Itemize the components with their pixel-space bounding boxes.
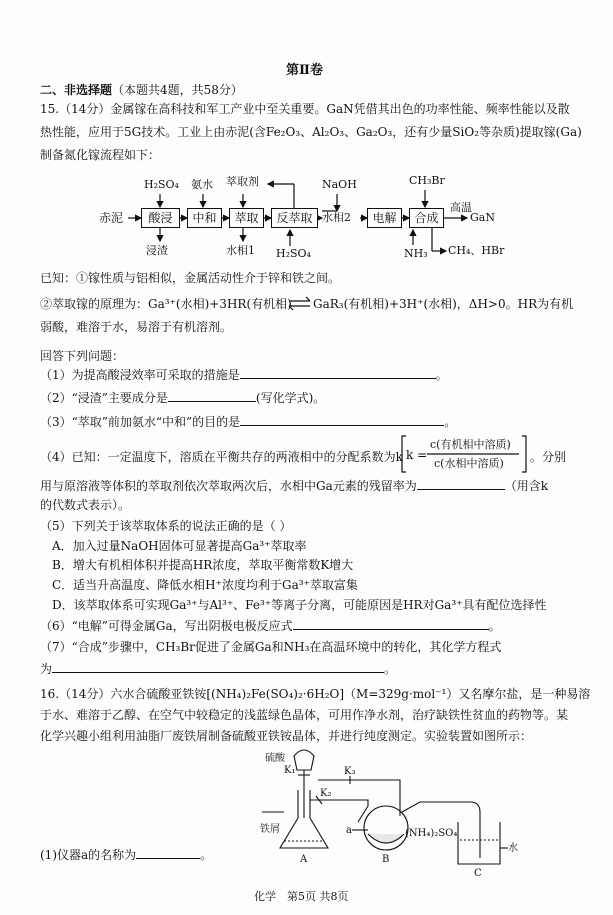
flow-input-h2so4: H₂SO₄: [144, 178, 179, 191]
flow-output-leach-residue: 浸渣: [146, 244, 168, 257]
q15-k-numerator: c(有机相中溶质): [430, 438, 511, 451]
flow-input-naoh: NaOH: [322, 178, 357, 191]
q15-option-a: A．加入过量NaOH固体可显著提高Ga³⁺萃取率: [52, 539, 307, 553]
q15-known-1: 已知：①镓性质与铝相似，金属活动性介于锌和铁之间。: [40, 271, 341, 285]
q15-sub-4c-text: 用与原溶液等体积的萃取剂依次萃取两次后，水相中Ga元素的残留率为: [40, 479, 417, 493]
flow-input-ch3br: CH₃Br: [409, 174, 445, 187]
label-k2: K₂: [320, 788, 332, 799]
q15-sub-7b: 为 。: [40, 662, 397, 676]
q15-known-2a: ②萃取镓的原理为：Ga³⁺(水相)+3HR(有机相): [40, 297, 292, 311]
q15-sub-4b: 。分别: [530, 450, 567, 464]
label-k1: K₁: [284, 765, 296, 776]
q15-sub-3-text: （3）“萃取”前加氨水“中和”的目的是: [40, 415, 241, 429]
flow-box-neutralize: 中和: [187, 208, 222, 228]
q16-line2: 于水、难溶于乙醇、在空气中较稳定的浅蓝绿色晶体，可用作净水剂，治疗缺铁性贫血的药物等。某: [40, 708, 569, 722]
q15-k-symbol: k =: [406, 448, 428, 462]
q15-known-2b: GaR₃(有机相)+3H⁺(水相)，ΔH>0。HR为有机: [313, 297, 574, 311]
label-instrument-a: a: [346, 825, 352, 836]
q15-option-d: D．该萃取体系可实现Ga³⁺与Al³⁺、Fe³⁺等离子分离，可能原因是HR对Ga³⁺具有配位选择性: [52, 598, 547, 612]
flow-condition-high-temp: 高温: [450, 201, 472, 214]
q15-intro-line1: 15.（14分）金属镓在高科技和军工产业中至关重要。GaN凭借其出色的功率性能、频率性能以及散: [40, 102, 570, 116]
q15-sub-7a: （7）“合成”步骤中，CH₃Br促进了金属Ga和NH₃在高温环境中的转化，其化学方程式: [40, 640, 502, 654]
q15-sub-4e: 的代数式表示）。: [40, 498, 131, 512]
q15-known-2c: 弱酸，难溶于水，易溶于有机溶剂。: [40, 320, 233, 334]
q15-sub-7b-text: 为: [40, 662, 53, 676]
q15-sub-1-text: （1）为提高酸浸效率可采取的措施是: [40, 368, 240, 382]
label-apparatus-b: B: [382, 854, 390, 865]
label-sulfuric-acid: 硫酸: [265, 753, 285, 764]
section-note: （本题共4题，共58分）: [112, 83, 243, 97]
page-footer: 化学 第5页 共8页: [254, 890, 349, 903]
flow-output-ch4-hbr: CH₄、HBr: [448, 244, 505, 257]
flow-input-ammonia: 氨水: [191, 178, 213, 191]
q16-line3: 化学兴趣小组利用油脂厂废铁屑制备硫酸亚铁铵晶体，并进行纯度测定。实验装置如图所示：: [40, 729, 533, 743]
q16-sub-1: (1)仪器a的名称为 。: [40, 848, 213, 862]
flow-product-gan: GaN: [470, 211, 495, 224]
answer-blank-16-1[interactable]: [136, 846, 200, 859]
q15-sub-1: （1）为提高酸浸效率可采取的措施是 。: [40, 368, 448, 382]
q15-sub-4d: （用含k: [504, 479, 549, 493]
q16-line1: 16.（14分）六水合硫酸亚铁铵[(NH₄)₂Fe(SO₄)₂·6H₂O]（M=329g·mol⁻¹）又名摩尔盐，是一种易溶: [40, 687, 591, 701]
flow-box-extraction: 萃取: [229, 208, 264, 228]
q15-sub-6: （6）“电解”可得金属Ga，写出阴极电极反应式 。: [40, 619, 501, 633]
q15-intro-line2: 热性能，应用于5G技术。工业上由赤泥(含Fe₂O₃、Al₂O₃、Ga₂O₃，还有少量SiO₂等杂质)提取镓(Ga): [40, 125, 582, 139]
flow-input-nh3: NH₃: [404, 247, 428, 260]
label-apparatus-a: A: [300, 854, 308, 865]
q15-sub-5: （5）下列关于该萃取体系的说法正确的是（ ）: [40, 519, 292, 533]
flow-box-acid-leach: 酸浸: [141, 208, 180, 228]
q15-sub-6-text: （6）“电解”可得金属Ga，写出阴极电极反应式: [40, 619, 293, 633]
q15-sub-3: （3）“萃取”前加氨水“中和”的目的是 。: [40, 415, 457, 429]
flow-box-back-extraction: 反萃取: [271, 208, 318, 228]
label-ammonium-sulfate: (NH₄)₂SO₄: [405, 828, 458, 839]
label-water: 水: [508, 843, 518, 854]
q15-k-denominator: c(水相中溶质): [434, 457, 504, 470]
q15-answer-intro: 回答下列问题：: [40, 349, 125, 363]
q15-option-b: B．增大有机相体积并提高HR浓度，萃取平衡常数K增大: [52, 558, 354, 572]
label-apparatus-c: C: [474, 868, 482, 879]
q16-sub-1-text: (1)仪器a的名称为: [40, 848, 137, 862]
flow-aqueous-phase-2: 水相2: [322, 211, 351, 224]
q15-option-c: C．适当升高温度、降低水相H⁺浓度均利于Ga³⁺萃取富集: [52, 578, 358, 592]
q15-intro-line3: 制备氮化镓流程如下：: [40, 148, 161, 162]
label-iron-scrap: 铁屑: [260, 824, 280, 835]
flow-output-aqueous-1: 水相1: [226, 244, 255, 257]
q15-sub-4a: （4）已知：一定温度下，溶质在平衡共存的两液相中的分配系数为k: [40, 450, 403, 464]
flow-input-extractant: 萃取剂: [226, 175, 259, 188]
label-k3: K₃: [344, 766, 356, 777]
section-title: 二、非选择题: [40, 83, 113, 97]
q15-sub-2-note: (写化学式)。: [255, 391, 326, 405]
flow-start-red-mud: 赤泥: [99, 211, 124, 225]
flow-input-h2so4-bottom: H₂SO₄: [276, 247, 311, 260]
flow-box-electrolysis: 电解: [367, 208, 402, 228]
flow-box-synthesis: 合成: [409, 208, 444, 228]
q15-sub-2-text: （2）“浸渣”主要成分是: [40, 391, 168, 405]
page-title: 第Ⅱ卷: [286, 63, 323, 78]
